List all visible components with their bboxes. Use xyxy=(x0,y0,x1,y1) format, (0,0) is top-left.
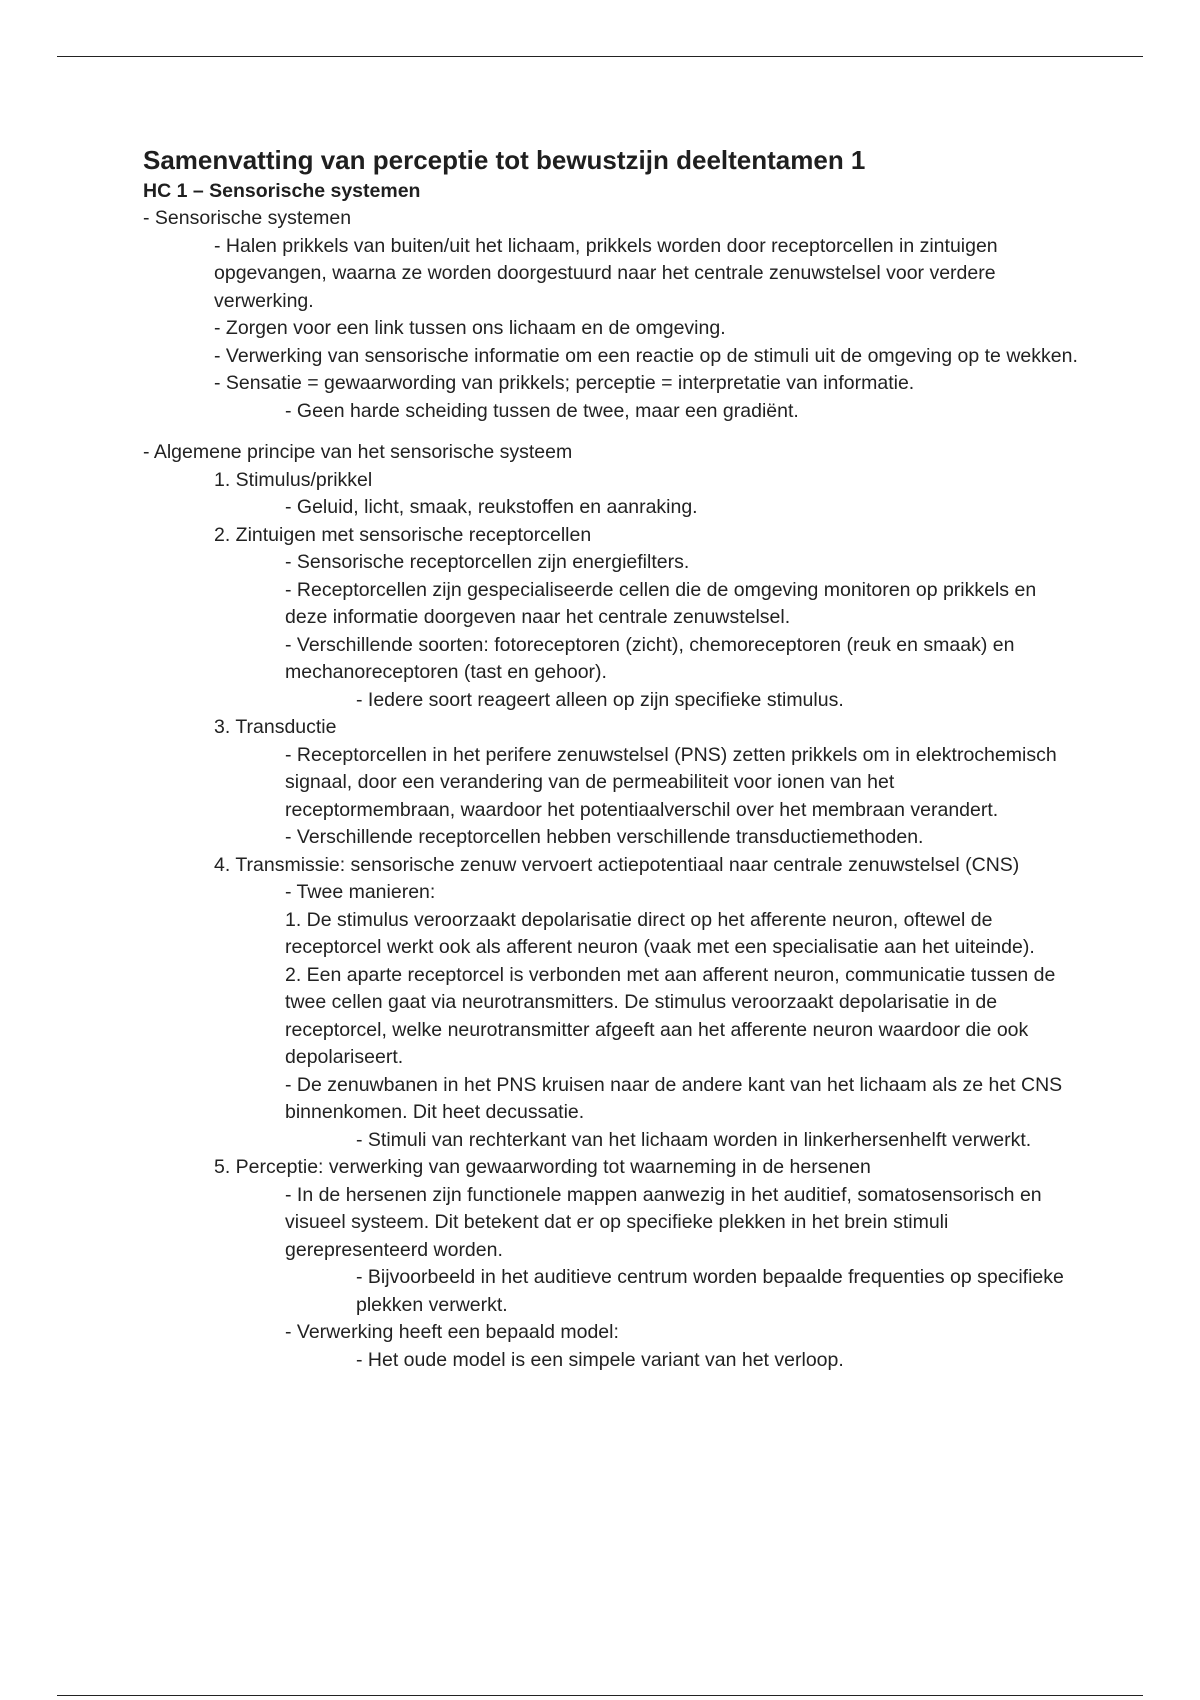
note-line-level-3: - Het oude model is een simpele variant van het verloop. xyxy=(356,1348,844,1371)
note-line-level-0: - Algemene principe van het sensorische systeem xyxy=(143,441,573,463)
note-line-level-1: - Verwerking van sensorische informatie om een reactie op de stimuli uit de omgeving op te wekken. xyxy=(214,344,1078,367)
document-title: Samenvatting van perceptie tot bewustzijn deeltentamen 1 xyxy=(143,145,866,175)
note-line-level-3: - Stimuli van rechterkant van het lichaam worden in linkerhersenhelft verwerkt. xyxy=(356,1128,1032,1151)
note-line-level-2: - Geluid, licht, smaak, reukstoffen en aanraking. xyxy=(285,496,698,518)
note-line-level-2: - Twee manieren: xyxy=(285,881,436,903)
note-line-level-3: - Bijvoorbeeld in het auditieve centrum worden bepaalde frequenties op specifieke plekken verwerkt. xyxy=(356,1266,1064,1316)
note-line-level-2: - Geen harde scheiding tussen de twee, maar een gradiënt. xyxy=(285,399,799,422)
note-line-level-3: - Iedere soort reageert alleen op zijn specifieke stimulus. xyxy=(356,688,844,711)
note-line-level-2: - Receptorcellen in het perifere zenuwstelsel (PNS) zetten prikkels om in elektrochemisch signaal, door een verandering van de permeabiliteit voor ionen van het receptormembraan, waardoor het potentiaalverschil over het membraan verandert. xyxy=(285,743,1057,821)
note-line-level-2: - Sensorische receptorcellen zijn energiefilters. xyxy=(285,551,690,573)
note-line-level-2: - Verwerking heeft een bepaald model: xyxy=(285,1321,619,1343)
note-line-level-2: - Receptorcellen zijn gespecialiseerde cellen die de omgeving monitoren op prikkels en deze informatie doorgeven naar het centrale zenuwstelsel. xyxy=(285,578,1037,628)
top-rule xyxy=(57,56,1143,57)
note-line-level-1: 3. Transductie xyxy=(214,716,337,738)
note-line-level-2: 2. Een aparte receptorcel is verbonden met aan afferent neuron, communicatie tussen de twee cellen gaat via neurotransmitters. De stimulus veroorzaakt depolarisatie in de receptorcel, welke neurotransmitter afgeeft aan het afferente neuron waardoor die ook depolariseert. xyxy=(285,963,1056,1068)
note-line-level-2: - Verschillende soorten: fotoreceptoren (zicht), chemoreceptoren (reuk en smaak) en mechanoreceptoren (tast en gehoor). xyxy=(285,633,1015,683)
note-line-level-2: - In de hersenen zijn functionele mappen aanwezig in het auditief, somatosensorisch en visueel systeem. Dit betekent dat er op specifieke plekken in het brein stimuli gerepresenteerd worden. xyxy=(285,1183,1042,1261)
note-line-level-1: 2. Zintuigen met sensorische receptorcellen xyxy=(214,523,592,546)
note-line-level-1: - Sensatie = gewaarwording van prikkels; perceptie = interpretatie van informatie. xyxy=(214,372,915,394)
note-line-level-0: - Sensorische systemen xyxy=(143,207,352,229)
section-gap xyxy=(143,425,1073,439)
bottom-rule xyxy=(57,1695,1143,1696)
note-line-level-1: 5. Perceptie: verwerking van gewaarwording tot waarneming in de hersenen xyxy=(214,1156,871,1178)
note-line-level-2: - De zenuwbanen in het PNS kruisen naar de andere kant van het lichaam als ze het CNS binnenkomen. Dit heet decussatie. xyxy=(285,1073,1063,1123)
notes-list xyxy=(143,205,1078,1374)
note-line-level-1: - Zorgen voor een link tussen ons lichaam en de omgeving. xyxy=(214,317,726,339)
note-line-level-1: 1. Stimulus/prikkel xyxy=(214,468,373,491)
note-line-level-2: 1. De stimulus veroorzaakt depolarisatie direct op het afferente neuron, oftewel de receptorcel werkt ook als afferent neuron (vaak met een specialisatie aan het uiteinde). xyxy=(285,908,1035,958)
note-line-level-1: 4. Transmissie: sensorische zenuw vervoert actiepotentiaal naar centrale zenuwstelsel (CNS) xyxy=(214,853,1020,876)
section-heading: HC 1 – Sensorische systemen xyxy=(143,180,421,202)
note-line-level-2: - Verschillende receptorcellen hebben verschillende transductiemethoden. xyxy=(285,826,924,848)
document-body xyxy=(143,142,1078,1374)
note-line-level-1: - Halen prikkels van buiten/uit het lichaam, prikkels worden door receptorcellen in zintuigen opgevangen, waarna ze worden doorgestuurd naar het centrale zenuwstelsel voor verdere verwerking. xyxy=(214,234,998,312)
